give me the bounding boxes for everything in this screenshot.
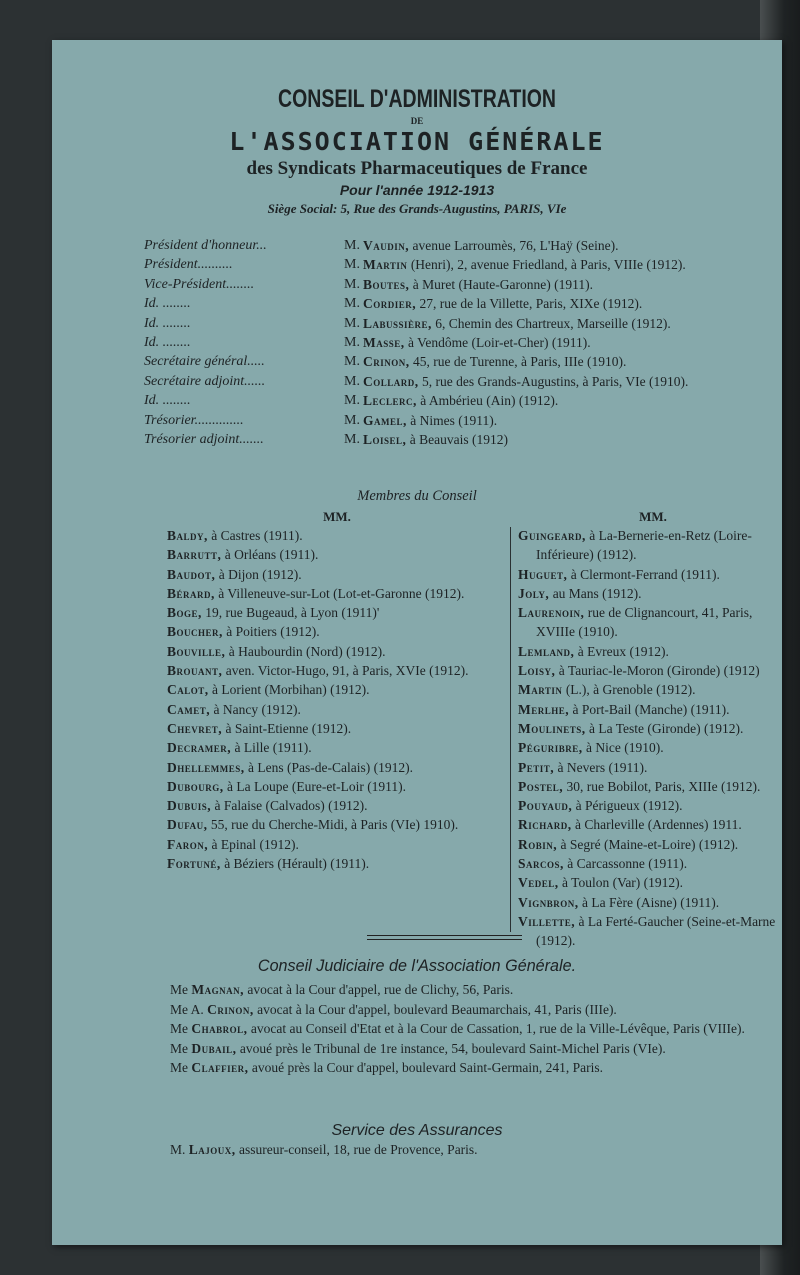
officer-role: Trésorier.............. [144,412,244,428]
list-item [518,526,788,565]
member-name: Bouville, [167,643,226,659]
document-title: CONSEIL D'ADMINISTRATION [277,85,556,113]
officer-role: Id. ........ [144,315,191,331]
officer-role: Secrétaire adjoint...... [144,373,266,389]
member-name: Loisy, [518,663,556,679]
member-address: à Saint-Etienne (1912). [222,720,352,736]
member-name: Faron, [167,836,209,852]
officer-title: M. [344,335,360,350]
list-item [167,584,507,603]
list-item [518,565,788,584]
member-address: à Orléans (1911). [221,547,319,563]
judiciaire-address: avocat à la Cour d'appel, rue de Clichy, 56, Paris. [244,982,514,997]
member-address: à Tauriac-le-Moron (Gironde) (1912) [555,663,760,679]
judiciaire-entry [170,1039,790,1059]
member-name: Laurenoin, [518,605,585,621]
column-heading: MM. [323,509,351,524]
officer-entry [363,393,558,409]
list-item [518,796,788,815]
officer-role: Président.......... [144,257,233,273]
list-item [518,680,788,699]
member-address: au Mans (1912). [549,585,642,601]
member-address: à Evreux (1912). [574,643,669,659]
officer-name: Boutes, [363,276,410,292]
judiciaire-address: avocat au Conseil d'Etat et à la Cour de Cassation, 1, rue de la Ville-Lévêque, Paris (VIIIe). [247,1021,745,1036]
member-address: (L.), à Grenoble (1912). [562,682,696,698]
officer-title: M. [344,412,360,428]
list-item [518,854,788,873]
judiciaire-prefix: Me [170,982,192,997]
association-title: L'ASSOCIATION GÉNÉRALE [229,127,605,156]
officer-address: (Henri), 2, avenue Friedland, à Paris, VIIIe (1912). [407,257,686,273]
officer-title: M. [344,276,360,292]
judiciaire-name: Crinon, [207,1001,254,1017]
member-address: à Charleville (Ardennes) 1911. [571,817,742,833]
assurances-entry [170,1142,478,1158]
judiciaire-heading: Conseil Judiciaire de l'Association Générale. [257,956,577,975]
member-name: Dufau, [167,817,208,833]
member-address: à La-Bernerie-en-Retz (Loire-Inférieure) (1912). [536,528,752,563]
officer-title: M. [344,296,360,312]
member-address: à Périgueux (1912). [572,798,683,814]
member-name: Boucher, [167,624,223,640]
list-item [518,738,788,757]
member-name: Merlhe, [518,701,570,717]
officer-title: M. [344,354,360,370]
list-item [518,912,788,951]
list-item [167,680,507,699]
assurances-name: Lajoux, [188,1142,236,1157]
list-item [518,642,788,661]
member-address: à Lorient (Morbihan) (1912). [208,682,370,698]
officer-title: M. [344,432,360,447]
judiciaire-prefix: Me [170,1060,192,1075]
member-name: Richard, [518,817,572,833]
year-line: Pour l'année 1912-1913 [339,182,495,198]
judiciaire-name: Dubail, [191,1040,237,1056]
association-subtitle: des Syndicats Pharmaceutiques de France [246,158,588,179]
member-name: Robin, [518,836,558,852]
list-item [167,642,507,661]
member-address: rue de Clignancourt, 41, Paris, XVIIIe (1910). [536,605,753,640]
officer-name: Loisel, [363,432,407,447]
officer-address: 6, Chemin des Chartreux, Marseille (1912). [431,315,671,331]
section-rule [367,935,522,940]
officer-name: Masse, [363,335,405,350]
list-item [518,700,788,719]
member-address: à Castres (1911). [207,528,303,543]
officer-entry [363,413,497,429]
member-address: à Carcassonne (1911). [563,856,688,872]
officer-entry [363,238,618,254]
assurances-heading: Service des Assurances [331,1122,503,1139]
member-name: Villette, [518,913,576,929]
judiciaire-prefix: Me [170,1040,192,1056]
officer-title: M. [344,373,360,389]
officer-address: 27, rue de la Villette, Paris, XIXe (1912). [416,296,643,312]
member-name: Barrutt, [167,547,222,563]
member-address: 55, rue du Cherche-Midi, à Paris (VIe) 1910). [207,817,459,833]
judiciaire-address: avocat à la Cour d'appel, boulevard Beaumarchais, 41, Paris (IIIe). [253,1001,617,1017]
list-item [167,815,507,834]
member-name: Sarcos, [518,856,564,872]
officer-entry [363,354,626,370]
list-item [518,815,788,834]
member-address: à Lille (1911). [231,740,312,756]
officer-role: Vice-Président........ [144,276,255,292]
assurances-rest: assureur-conseil, 18, rue de Provence, Paris. [235,1142,478,1157]
member-name: Chevret, [167,720,223,736]
member-address: à La Teste (Gironde) (1912). [585,720,744,736]
list-item [518,661,788,680]
officer-entry [363,432,508,448]
member-address: à Port-Bail (Manche) (1911). [569,701,730,717]
list-item [167,545,507,564]
member-name: Dubourg, [167,778,224,794]
list-item [518,584,788,603]
member-name: Camet, [167,701,211,717]
list-item [167,796,507,815]
officer-address: à Beauvais (1912) [406,432,508,447]
column-divider [510,527,511,932]
officer-name: Crinon, [363,354,410,370]
members-right-column [518,507,788,951]
officer-name: Vaudin, [363,238,410,253]
member-name: Brouant, [167,663,223,679]
judiciaire-prefix: Me A. [170,1001,208,1017]
list-item [167,526,507,545]
member-name: Postel, [518,778,564,794]
judiciaire-name: Claffier, [191,1060,249,1075]
list-item [167,622,507,641]
member-name: Decramer, [167,740,232,756]
list-item [518,758,788,777]
list-item [167,835,507,854]
member-address: à Villeneuve-sur-Lot (Lot-et-Garonne (1912). [214,585,465,601]
list-item [167,777,507,796]
member-name: Baudot, [167,566,216,582]
list-item [518,873,788,892]
officer-title: M. [344,393,360,409]
member-address: à Dijon (1912). [215,566,302,582]
member-name: Joly, [518,585,550,601]
member-address: à La Fère (Aisne) (1911). [578,894,720,910]
officer-name: Labussière, [363,315,432,331]
officer-title: M. [344,257,360,273]
member-address: à Segré (Maine-et-Loire) (1912). [557,836,739,852]
member-address: à Nancy (1912). [210,701,301,717]
list-item [518,893,788,912]
list-item [518,719,788,738]
member-address: à Epinal (1912). [208,836,299,852]
judiciaire-list [170,980,790,1078]
judiciaire-entry [170,1000,790,1020]
judiciaire-prefix: Me [170,1021,192,1036]
officer-address: avenue Larroumès, 76, L'Haÿ (Seine). [409,238,619,253]
judiciaire-entry [170,1019,790,1039]
members-heading: Membres du Conseil [357,488,477,504]
column-heading: MM. [639,509,667,524]
member-address: à La Ferté-Gaucher (Seine-et-Marne (1912). [536,913,776,949]
officer-role: Trésorier adjoint....... [144,432,264,447]
officer-name: Collard, [363,373,419,389]
member-name: Vedel, [518,875,559,891]
member-address: à Toulon (Var) (1912). [558,875,684,891]
member-address: à Lens (Pas-de-Calais) (1912). [244,759,413,775]
list-item [167,565,507,584]
list-item [167,603,507,622]
officer-entry [363,257,686,273]
member-address: aven. Victor-Hugo, 91, à Paris, XVIe (1912). [222,663,469,679]
member-name: Dhellemmes, [167,759,245,775]
officer-entry [363,277,593,293]
officer-name: Martin [363,257,408,273]
member-name: Boge, [167,605,202,621]
member-name: Pouyaud, [518,798,573,814]
list-item [167,661,507,680]
officer-address: 5, rue des Grands-Augustins, à Paris, VIe (1910). [418,373,689,389]
judiciaire-name: Magnan, [191,982,244,997]
officer-address: à Nimes (1911). [406,412,498,428]
officer-role: Président d'honneur... [144,238,267,253]
officer-address: à Muret (Haute-Garonne) (1911). [409,276,593,292]
member-address: à Falaise (Calvados) (1912). [211,798,368,814]
officer-name: Gamel, [363,412,407,428]
member-name: Vignbron, [518,894,579,910]
officer-entry [363,296,642,312]
judiciaire-entry [170,1058,790,1078]
member-address: à Clermont-Ferrand (1911). [567,566,720,582]
list-item [167,700,507,719]
officer-entry [363,374,688,390]
judiciaire-entry [170,980,790,1000]
member-name: Martin [518,682,563,698]
member-address: 30, rue Bobilot, Paris, XIIIe (1912). [563,778,761,794]
officer-name: Leclerc, [363,393,417,409]
officer-name: Cordier, [363,296,417,312]
member-name: Calot, [167,682,209,698]
member-name: Huguet, [518,566,568,582]
officer-role: Secrétaire général..... [144,354,265,370]
officer-address: à Vendôme (Loir-et-Cher) (1911). [404,335,591,350]
list-item [167,854,507,873]
members-left-column [167,507,507,873]
member-address: à Nice (1910). [582,740,664,756]
member-name: Petit, [518,759,555,775]
member-address: 19, rue Bugeaud, à Lyon (1911)' [201,605,380,621]
list-item [518,603,788,642]
assurances-prefix: M. [170,1142,189,1157]
officer-role: Id. ........ [144,296,191,312]
judiciaire-address: avoué près la Cour d'appel, boulevard Saint-Germain, 241, Paris. [248,1060,603,1075]
list-item [518,777,788,796]
member-name: Dubuis, [167,798,212,814]
member-name: Guingeard, [518,528,586,543]
officer-address: 45, rue de Turenne, à Paris, IIIe (1910). [409,354,627,370]
member-address: à Poitiers (1912). [222,624,320,640]
list-item [518,835,788,854]
officer-role: Id. ........ [144,393,191,409]
judiciaire-address: avoué près le Tribunal de 1re instance, 54, boulevard Saint-Michel Paris (VIe). [236,1040,666,1056]
officer-entry [363,335,591,351]
officer-role: Id. ........ [144,335,191,350]
officer-title: M. [344,315,360,331]
member-name: Bérard, [167,585,215,601]
judiciaire-name: Chabrol, [191,1021,248,1036]
officer-entry [363,316,671,332]
member-address: à Nevers (1911). [554,759,648,775]
member-name: Baldy, [167,528,208,543]
list-item [167,738,507,757]
document-page [52,40,782,1245]
member-name: Fortuné, [167,856,221,872]
member-address: à Haubourdin (Nord) (1912). [225,643,386,659]
member-name: Lemland, [518,643,575,659]
list-item [167,758,507,777]
member-name: Moulinets, [518,720,586,736]
title-connector: DE [410,116,424,126]
member-address: à La Loupe (Eure-et-Loir (1911). [223,778,407,794]
member-address: à Béziers (Hérault) (1911). [220,856,370,872]
member-name: Péguribre, [518,740,583,756]
list-item [167,719,507,738]
officer-title: M. [344,238,360,253]
officer-address: à Ambérieu (Ain) (1912). [416,393,559,409]
siege-line: Siège Social: 5, Rue des Grands-Augustins, PARIS, VIe [267,201,567,216]
